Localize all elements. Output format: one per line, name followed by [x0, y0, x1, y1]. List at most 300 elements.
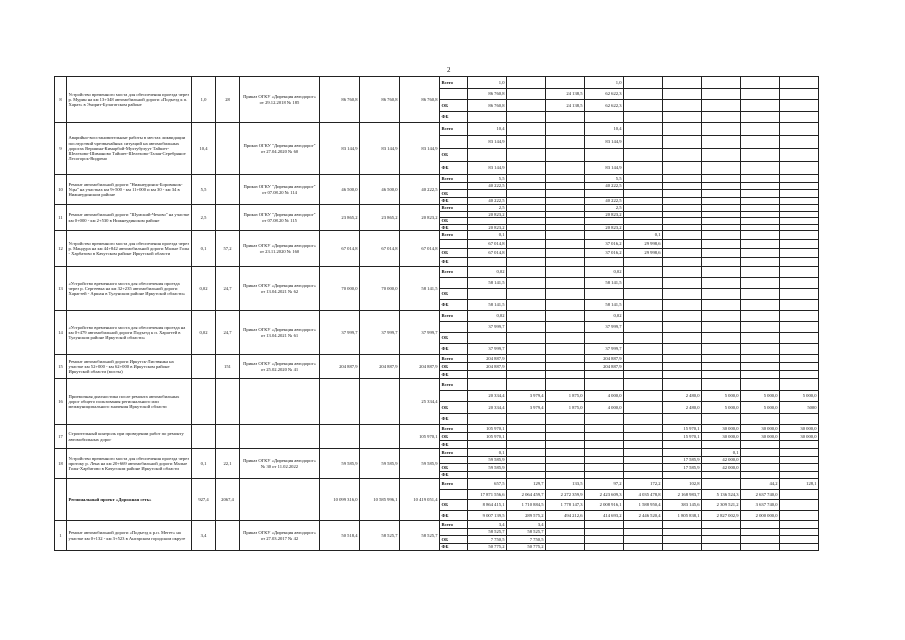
finance-value	[624, 300, 663, 311]
cost-cell: 59 585,9	[360, 449, 400, 479]
order-cell	[240, 479, 320, 521]
finance-value	[507, 190, 546, 198]
length-cell: 1,0	[192, 77, 216, 123]
finance-value	[780, 123, 819, 136]
length-cell	[192, 379, 216, 425]
finance-value	[624, 344, 663, 355]
row-number: 18	[55, 449, 67, 479]
length-cell: 0,02	[192, 267, 216, 311]
finance-source-label: ФБ	[440, 413, 468, 425]
finance-source-label: ОБ	[440, 464, 468, 472]
cost-cell: 37 999,7	[400, 311, 440, 355]
table-row	[55, 231, 819, 240]
finance-value	[546, 521, 585, 529]
finance-value	[507, 425, 546, 433]
term-cell	[216, 379, 240, 425]
finance-value	[546, 231, 585, 240]
term-cell: 24,7	[216, 311, 240, 355]
finance-value	[741, 123, 780, 136]
finance-value	[546, 258, 585, 267]
term-cell	[216, 175, 240, 205]
cost-cell: 10 419 051,4	[400, 479, 440, 521]
finance-value	[702, 413, 741, 425]
order-cell: Приказ ОГКУ «Дирекция автодорог» от 29.12.2018 № 185	[240, 77, 320, 123]
finance-source-label	[440, 489, 468, 500]
finance-value: 30 000,0	[780, 433, 819, 441]
length-cell: 3,4	[192, 521, 216, 551]
finance-value	[780, 500, 819, 511]
finance-value: 1 805 838,1	[663, 510, 702, 521]
finance-value	[507, 123, 546, 136]
finance-value: 5000	[780, 402, 819, 414]
finance-value: 383 145,6	[663, 500, 702, 511]
finance-value	[741, 543, 780, 551]
finance-value: 9 007 139,5	[468, 510, 507, 521]
finance-source-label: ФБ	[440, 224, 468, 231]
finance-value	[702, 528, 741, 536]
finance-value	[663, 379, 702, 391]
cost-cell: 23 865,2	[320, 205, 360, 231]
finance-value: 5 000,0	[741, 402, 780, 414]
finance-value	[780, 267, 819, 278]
finance-value: 0,02	[585, 267, 624, 278]
finance-value	[468, 111, 507, 123]
term-cell: 22,1	[216, 449, 240, 479]
finance-value: 0,02	[468, 267, 507, 278]
finance-value: 3,4	[507, 521, 546, 529]
finance-value: 204 887,9	[468, 355, 507, 363]
finance-value: 4 000,0	[585, 390, 624, 402]
finance-value	[741, 521, 780, 529]
finance-value: 10,4	[468, 123, 507, 136]
finance-value: 1 875,0	[546, 390, 585, 402]
finance-value	[780, 182, 819, 190]
cost-cell: 204 887,9	[320, 355, 360, 379]
finance-value: 58 141,5	[585, 300, 624, 311]
finance-value	[546, 363, 585, 371]
finance-value	[585, 379, 624, 391]
finance-value: 44,2	[741, 479, 780, 490]
order-cell: Приказ ОГКУ "Дирекция автодорог" от 27.04.2020 № 60	[240, 123, 320, 175]
cost-cell	[320, 425, 360, 449]
finance-value	[702, 249, 741, 258]
finance-value: 17 871 556,6	[468, 489, 507, 500]
term-cell: 2067,4	[216, 479, 240, 521]
finance-value	[663, 363, 702, 371]
order-cell: Приказ ОГКУ "Дирекция автодорог" от 07.08.20 № 114	[240, 175, 320, 205]
finance-value: 37 016,2	[585, 240, 624, 249]
table-row	[55, 267, 819, 278]
finance-value	[741, 197, 780, 205]
length-cell: 10,4	[192, 123, 216, 175]
finance-source-label: ФБ	[440, 471, 468, 479]
finance-value	[546, 111, 585, 123]
finance-value	[702, 123, 741, 136]
finance-value	[780, 249, 819, 258]
object-name: Региональный проект «Дорожная сеть»	[67, 479, 192, 521]
finance-value	[585, 456, 624, 464]
object-name: «Устройство временного моста для обеспечения проезда на км 0+479 автомобильной дороги Подъезд к п. Харагтей в Тулунском районе Иркутской области»	[67, 311, 192, 355]
finance-value	[546, 149, 585, 162]
finance-value	[546, 289, 585, 300]
finance-value	[663, 136, 702, 149]
finance-source-label: Всего	[440, 355, 468, 363]
finance-value	[507, 231, 546, 240]
finance-value: 5 000,0	[780, 390, 819, 402]
finance-value: 204 887,9	[585, 355, 624, 363]
finance-value	[780, 363, 819, 371]
finance-value	[702, 536, 741, 544]
finance-value: 83 144,9	[468, 162, 507, 175]
cost-cell: 70 000,0	[360, 267, 400, 311]
finance-value: 2 272 359,9	[546, 489, 585, 500]
finance-value	[663, 249, 702, 258]
finance-value	[663, 289, 702, 300]
finance-value: 5 000,0	[702, 402, 741, 414]
finance-value: 1 778 147,3	[546, 500, 585, 511]
finance-value: 5 000,0	[741, 390, 780, 402]
finance-value	[702, 278, 741, 289]
finance-value: 204 887,9	[585, 363, 624, 371]
page-number: 2	[447, 66, 451, 74]
row-number	[55, 479, 67, 521]
finance-value	[780, 311, 819, 322]
finance-value	[663, 371, 702, 379]
finance-value: 15 970,1	[663, 433, 702, 441]
finance-source-label: ФБ	[440, 258, 468, 267]
cost-cell: 105 970,1	[400, 425, 440, 449]
order-cell: Приказ ОГКУ «Дирекция автодорог» от 27.03.2017 № 42	[240, 521, 320, 551]
finance-value: 37 999,7	[468, 344, 507, 355]
finance-source-label: ОБ	[440, 100, 468, 112]
finance-value	[702, 311, 741, 322]
order-cell	[240, 379, 320, 425]
finance-value	[741, 278, 780, 289]
finance-source-label: ФБ	[440, 162, 468, 175]
finance-value: 657,5	[468, 479, 507, 490]
finance-value: 2 446 520,4	[624, 510, 663, 521]
finance-value	[741, 162, 780, 175]
finance-value	[507, 311, 546, 322]
finance-value	[702, 322, 741, 333]
finance-value: 3 637 740,0	[741, 500, 780, 511]
finance-value: 5 000,0	[702, 390, 741, 402]
finance-value	[741, 300, 780, 311]
finance-value: 40 222,5	[585, 182, 624, 190]
finance-source-label	[440, 456, 468, 464]
finance-value: 83 144,9	[585, 162, 624, 175]
object-name: Устройство временного моста для обеспечения проезда через р. Мандура на км 44+842 автомобильной дороги Малые Голы - Харбатово в Качугском районе Иркутской области	[67, 231, 192, 267]
cost-cell	[360, 379, 400, 425]
cost-cell: 59 585,9	[320, 449, 360, 479]
finance-value	[780, 231, 819, 240]
finance-value: 67 014,8	[468, 249, 507, 258]
finance-source-label: Всего	[440, 379, 468, 391]
finance-source-label: ФБ	[440, 371, 468, 379]
finance-value	[741, 149, 780, 162]
finance-value	[546, 311, 585, 322]
cost-cell: 86 760,8	[320, 77, 360, 123]
finance-value	[741, 240, 780, 249]
finance-value	[663, 231, 702, 240]
finance-value	[780, 456, 819, 464]
finance-value: 2,5	[468, 205, 507, 212]
finance-value	[663, 521, 702, 529]
row-number: 9	[55, 123, 67, 175]
object-name: Устройство временного моста для обеспечения проезда через протоку р. Лена на км 20+669 автомобильной дороги Малые Голы-Харбатово в Качугском районе Иркутской области	[67, 449, 192, 479]
finance-value	[663, 449, 702, 457]
finance-value	[741, 77, 780, 89]
finance-value	[624, 402, 663, 414]
object-name: Ремонт автомобильной дороги "Нижнеудинск-Боровинок-Уцы" на участках км 9+500 - км 11+000 и км 30 - км 34 в Нижнеудинском районе	[67, 175, 192, 205]
finance-value	[780, 521, 819, 529]
finance-value	[507, 363, 546, 371]
finance-value: 30 000,0	[702, 425, 741, 433]
order-cell: Приказ ОГКУ "Дирекция автодорог" от 07.08.20 № 115	[240, 205, 320, 231]
object-name: Ремонт автомобильной дороги Иркутск-Листвянка на участке км 52+000 - км 62+000 в Иркутском районе Иркутской области (мосты)	[67, 355, 192, 379]
term-cell: 57,2	[216, 231, 240, 267]
finance-value	[624, 464, 663, 472]
finance-value: 0,1	[468, 449, 507, 457]
finance-source-label: ОБ	[440, 402, 468, 414]
finance-value	[546, 528, 585, 536]
finance-value: 24 138,5	[546, 100, 585, 112]
finance-value	[585, 449, 624, 457]
length-cell: 0,02	[192, 311, 216, 355]
finance-value	[624, 355, 663, 363]
finance-source-label	[440, 390, 468, 402]
finance-value: 0,02	[468, 311, 507, 322]
finance-value	[663, 182, 702, 190]
cost-cell: 10 099 316,0	[320, 479, 360, 521]
finance-value	[624, 543, 663, 551]
finance-value: 62 622,3	[585, 100, 624, 112]
cost-cell: 67 014,8	[320, 231, 360, 267]
finance-value	[546, 300, 585, 311]
finance-value	[702, 371, 741, 379]
finance-value	[546, 413, 585, 425]
finance-value: 105 970,1	[468, 425, 507, 433]
finance-value	[585, 413, 624, 425]
finance-value	[546, 190, 585, 198]
finance-value: 10,4	[585, 123, 624, 136]
table-row	[55, 479, 819, 490]
finance-source-label: Всего	[440, 311, 468, 322]
finance-value	[507, 449, 546, 457]
finance-value	[507, 240, 546, 249]
finance-value	[468, 441, 507, 449]
cost-cell: 204 887,9	[400, 355, 440, 379]
finance-value	[663, 344, 702, 355]
finance-value	[741, 88, 780, 100]
cost-cell: 50 518,4	[320, 521, 360, 551]
finance-value: 5,5	[468, 175, 507, 183]
finance-source-label: ОБ	[440, 218, 468, 225]
finance-value	[780, 278, 819, 289]
finance-value: 204 887,9	[468, 363, 507, 371]
finance-value	[663, 77, 702, 89]
finance-value	[780, 175, 819, 183]
cost-cell: 83 144,9	[400, 123, 440, 175]
row-number: 14	[55, 311, 67, 355]
finance-value	[624, 88, 663, 100]
finance-value	[624, 77, 663, 89]
finance-value	[468, 371, 507, 379]
finance-value: 29 998,6	[624, 249, 663, 258]
finance-source-label: Всего	[440, 449, 468, 457]
finance-value	[780, 379, 819, 391]
finance-value	[780, 355, 819, 363]
object-name: Аварийно-восстановительные работы в местах ликвидации последствий чрезвычайных ситуаций на автомобильных дорогах Вершина-Кимарбой-Мухтубулуут Тайшет-Шелехово-Шиманово Тайшет-Шелехово-Талая-Серебряное Лесогорск-Видрено	[67, 123, 192, 175]
finance-value	[663, 100, 702, 112]
finance-value	[741, 363, 780, 371]
finance-value	[780, 333, 819, 344]
finance-value: 40 222,5	[468, 197, 507, 205]
cost-cell: 58 525,7	[400, 521, 440, 551]
finance-value: 2 423 609,3	[585, 489, 624, 500]
finance-value	[585, 149, 624, 162]
finance-value: 59 585,9	[468, 456, 507, 464]
finance-value: 2 000 000,0	[741, 510, 780, 521]
finance-source-label: Всего	[440, 521, 468, 529]
finance-value	[663, 240, 702, 249]
finance-value	[780, 449, 819, 457]
finance-value	[468, 333, 507, 344]
length-cell: 0,1	[192, 231, 216, 267]
finance-value	[624, 175, 663, 183]
table-row	[55, 77, 819, 89]
finance-value: 29 998,6	[624, 240, 663, 249]
cost-cell: 10 585 996,1	[360, 479, 400, 521]
finance-value: 1,0	[585, 77, 624, 89]
finance-value: 86 760,8	[468, 100, 507, 112]
finance-value	[546, 333, 585, 344]
length-cell: 927,4	[192, 479, 216, 521]
finance-value	[546, 371, 585, 379]
object-name: Строительный контроль при проведении работ по ремонту автомобильных дорог	[67, 425, 192, 449]
finance-value: 2 637 740,0	[741, 489, 780, 500]
finance-value: 58 141,5	[468, 300, 507, 311]
finance-source-label: ФБ	[440, 344, 468, 355]
length-cell	[192, 425, 216, 449]
finance-value	[546, 123, 585, 136]
finance-source-label	[440, 240, 468, 249]
object-name: Приемочная диагностика после ремонта автомобильных дорог общего пользования регионального или межмуниципального значения Иркутской области	[67, 379, 192, 425]
finance-value	[702, 363, 741, 371]
finance-value	[468, 149, 507, 162]
length-cell: 2,5	[192, 205, 216, 231]
order-cell: Приказ ОГКУ «Дирекция автодорог» от 13.04.2021 № 62	[240, 267, 320, 311]
finance-value: 7 750,5	[507, 536, 546, 544]
finance-value	[624, 258, 663, 267]
finance-value	[741, 231, 780, 240]
finance-value	[507, 456, 546, 464]
finance-value	[507, 322, 546, 333]
finance-value	[663, 471, 702, 479]
finance-value	[780, 240, 819, 249]
finance-value: 40 222,5	[468, 182, 507, 190]
finance-value	[468, 471, 507, 479]
finance-value	[663, 190, 702, 198]
finance-value	[663, 278, 702, 289]
finance-value: 2 827 002,9	[702, 510, 741, 521]
finance-value	[663, 175, 702, 183]
finance-source-label: Всего	[440, 231, 468, 240]
finance-value	[507, 182, 546, 190]
finance-value	[507, 344, 546, 355]
finance-value: 289 575,2	[507, 510, 546, 521]
finance-source-label: ОБ	[440, 500, 468, 511]
finance-value: 58 525,7	[468, 528, 507, 536]
finance-value: 1,0	[468, 77, 507, 89]
finance-value: 20 823,2	[585, 224, 624, 231]
finance-value: 30 000,0	[741, 425, 780, 433]
finance-value: 102,8	[663, 479, 702, 490]
finance-value: 17 585,9	[663, 464, 702, 472]
finance-value: 24 138,5	[546, 88, 585, 100]
order-cell	[240, 425, 320, 449]
finance-value	[507, 464, 546, 472]
finance-value	[624, 136, 663, 149]
cost-cell: 59 585,9	[400, 449, 440, 479]
finance-value	[741, 528, 780, 536]
finance-source-label: Всего	[440, 479, 468, 490]
finance-value	[741, 464, 780, 472]
finance-value	[663, 333, 702, 344]
finance-value	[702, 479, 741, 490]
finance-value	[741, 136, 780, 149]
finance-value	[585, 464, 624, 472]
finance-value	[507, 175, 546, 183]
finance-value	[585, 289, 624, 300]
cost-cell: 58 525,7	[360, 521, 400, 551]
finance-value: 414 693,2	[585, 510, 624, 521]
finance-value	[546, 344, 585, 355]
cost-cell: 67 014,8	[400, 231, 440, 267]
order-cell: Приказ ОГКУ «Дирекция автодорог» от 25.02.2020 № 41	[240, 355, 320, 379]
term-cell: 151	[216, 355, 240, 379]
cost-cell: 86 760,8	[360, 77, 400, 123]
finance-source-label	[440, 88, 468, 100]
finance-value	[546, 249, 585, 258]
finance-value: 2 480,0	[663, 390, 702, 402]
row-number: 1	[55, 521, 67, 551]
finance-value	[585, 441, 624, 449]
finance-value	[702, 240, 741, 249]
cost-cell: 23 865,2	[360, 205, 400, 231]
finance-value: 1 588 950,4	[624, 500, 663, 511]
finance-source-label: Всего	[440, 77, 468, 89]
row-number: 12	[55, 231, 67, 267]
finance-value	[585, 521, 624, 529]
finance-value	[663, 543, 702, 551]
finance-source-label: ФБ	[440, 543, 468, 551]
finance-value: 37 999,7	[585, 322, 624, 333]
finance-value	[780, 528, 819, 536]
cost-cell: 204 887,9	[360, 355, 400, 379]
finance-value	[546, 464, 585, 472]
table-row	[55, 521, 819, 529]
cost-cell: 25 334,4	[400, 379, 440, 425]
finance-value	[702, 258, 741, 267]
finance-value: 133,5	[546, 479, 585, 490]
finance-source-label: Всего	[440, 425, 468, 433]
finance-value	[624, 123, 663, 136]
finance-value	[507, 258, 546, 267]
finance-value	[507, 289, 546, 300]
finance-value: 62 622,3	[585, 88, 624, 100]
finance-value: 30 000,0	[741, 433, 780, 441]
